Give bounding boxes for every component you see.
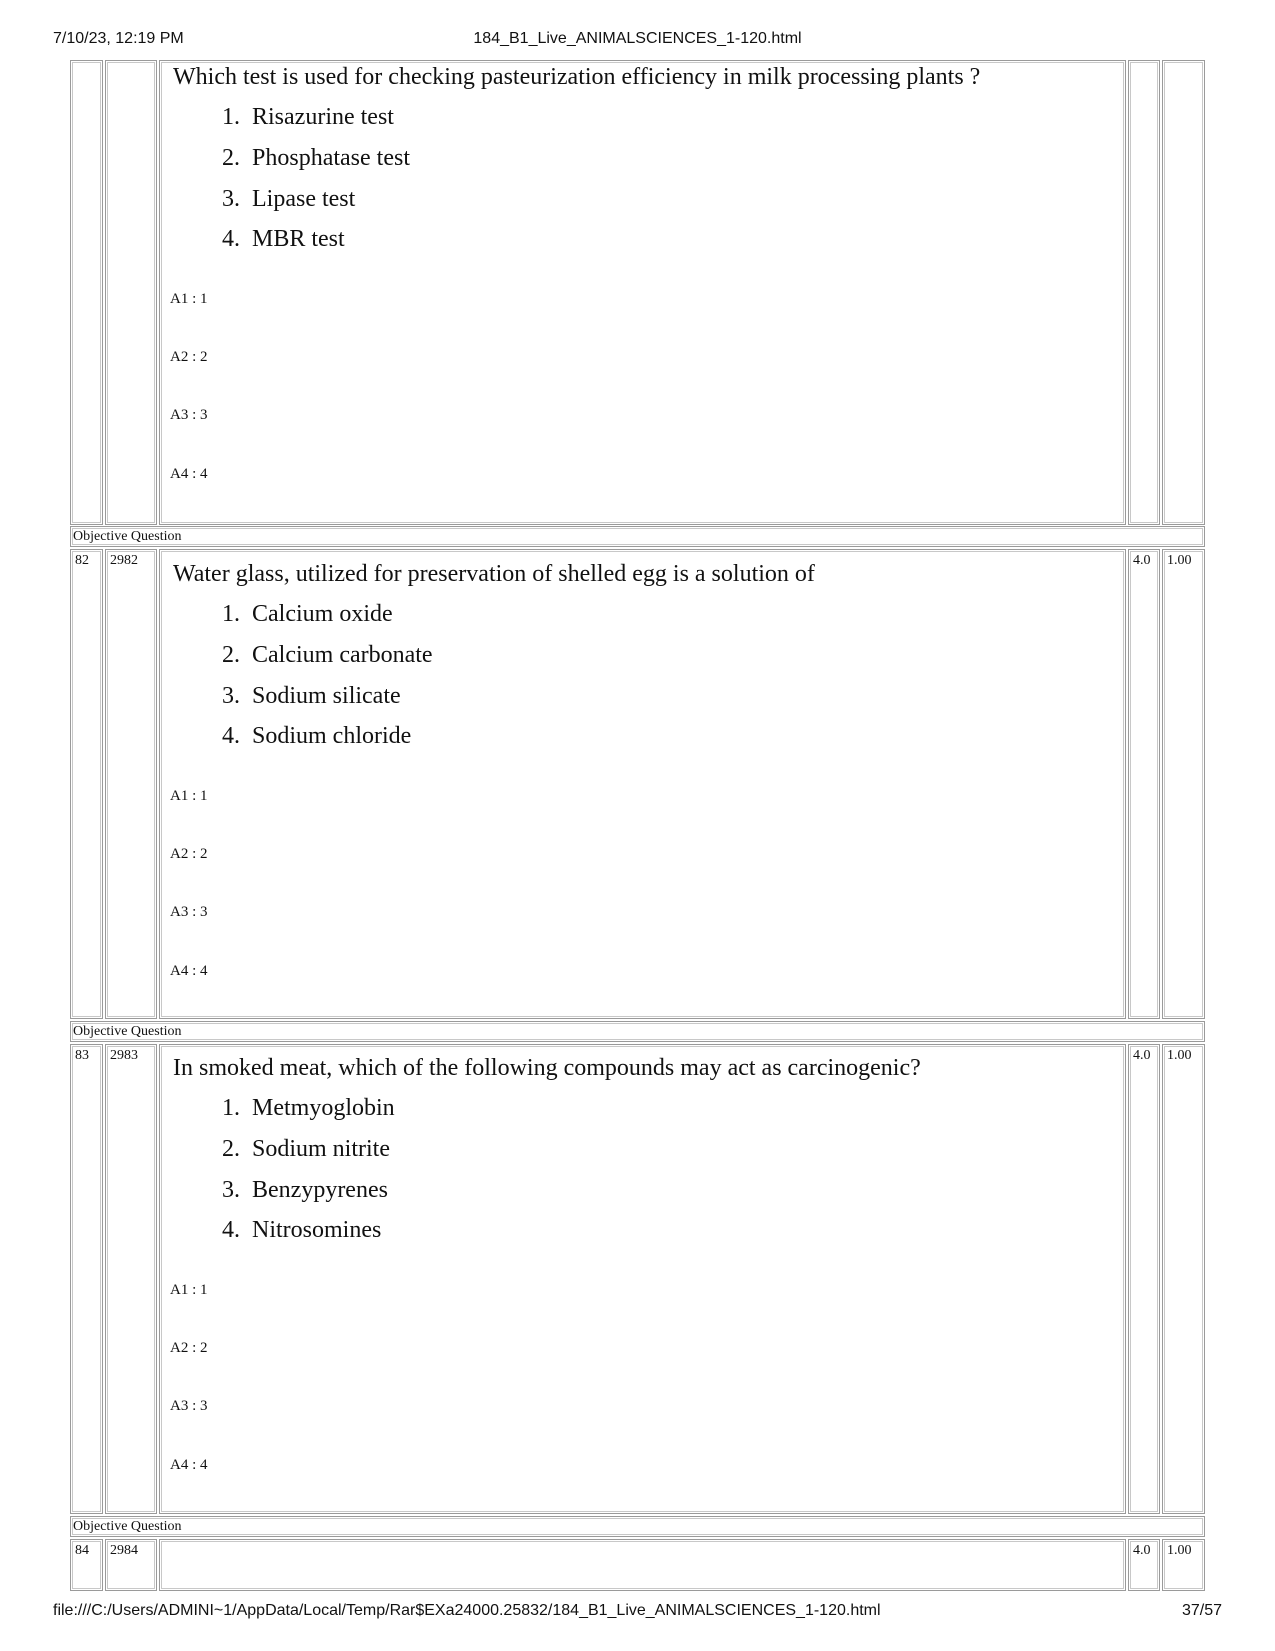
marks-cell: 4.0 [1128,549,1160,1019]
option-2: 2. Phosphatase test [222,145,410,171]
question-type-label: Objective Question [73,1024,182,1039]
answer-key-3: A3 : 3 [170,407,208,423]
negative-marks-cell: 1.00 [1162,1044,1205,1514]
question-text: In smoked meat, which of the following compounds may act as carcinogenic? [173,1055,921,1081]
question-type-label: Objective Question [73,529,182,544]
qid-cell: 2983 [105,1044,157,1514]
sno-cell: 84 [70,1539,103,1591]
answer-key-4: A4 : 4 [170,963,208,979]
option-4: 4. Sodium chloride [222,723,412,749]
question-type-row [70,1021,1205,1042]
question-cell [159,1539,1126,1591]
print-datetime: 7/10/23, 12:19 PM [53,30,184,47]
question-type-label: Objective Question [73,1519,182,1534]
option-1: 1. Metmyoglobin [222,1095,395,1121]
question-type-row [70,526,1205,547]
answer-key-1: A1 : 1 [170,788,208,804]
qid-cell: 2984 [105,1539,157,1591]
option-4: 4. MBR test [222,226,345,252]
answer-key-1: A1 : 1 [170,291,208,307]
option-3: 3. Sodium silicate [222,683,401,709]
option-1: 1. Risazurine test [222,104,394,130]
answer-key-2: A2 : 2 [170,846,208,862]
sno-cell [70,60,103,525]
answer-key-3: A3 : 3 [170,1398,208,1414]
marks-cell: 4.0 [1128,1539,1160,1591]
answer-key-2: A2 : 2 [170,349,208,365]
option-2: 2. Calcium carbonate [222,642,433,668]
option-4: 4. Nitrosomines [222,1217,382,1243]
option-3: 3. Lipase test [222,186,356,212]
question-type-row [70,1516,1205,1537]
answer-key-4: A4 : 4 [170,466,208,482]
file-path: file:///C:/Users/ADMINI~1/AppData/Local/Temp/Rar$EXa24000.25832/184_B1_Live_ANIMALSCIENCES_1-120.html [53,1602,881,1619]
option-2: 2. Sodium nitrite [222,1136,390,1162]
answer-key-4: A4 : 4 [170,1457,208,1473]
negative-marks-cell: 1.00 [1162,549,1205,1019]
answer-key-2: A2 : 2 [170,1340,208,1356]
qid-cell [105,60,157,525]
negative-marks-cell [1162,60,1205,525]
question-text: Which test is used for checking pasteurization efficiency in milk processing plants ? [173,64,981,90]
answer-key-1: A1 : 1 [170,1282,208,1298]
negative-marks-cell: 1.00 [1162,1539,1205,1591]
question-text: Water glass, utilized for preservation of shelled egg is a solution of [173,561,815,587]
option-1: 1. Calcium oxide [222,601,393,627]
document-title: 184_B1_Live_ANIMALSCIENCES_1-120.html [473,30,802,47]
sno-cell: 82 [70,549,103,1019]
marks-cell [1128,60,1160,525]
marks-cell: 4.0 [1128,1044,1160,1514]
qid-cell: 2982 [105,549,157,1019]
page-number: 37/57 [1181,1602,1222,1619]
sno-cell: 83 [70,1044,103,1514]
answer-key-3: A3 : 3 [170,904,208,920]
option-3: 3. Benzypyrenes [222,1177,388,1203]
